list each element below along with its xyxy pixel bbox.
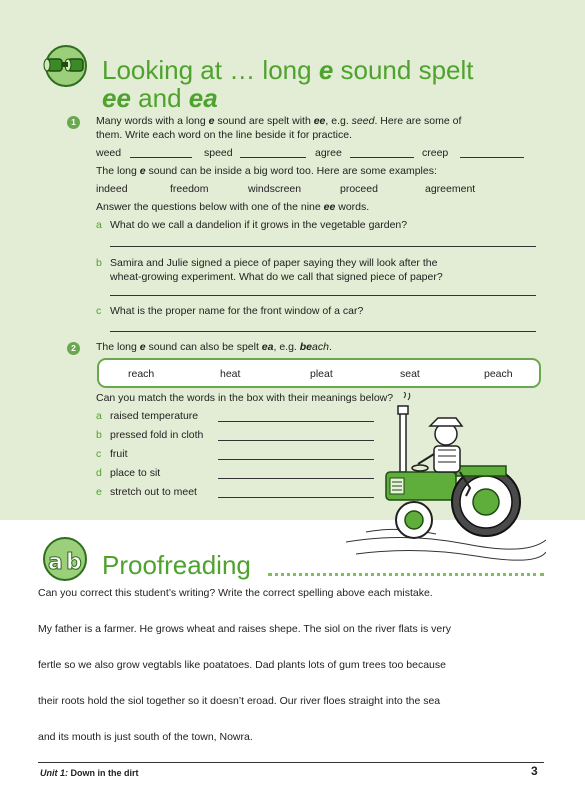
example-word-5: agreement	[425, 183, 476, 195]
page-number: 3	[531, 764, 538, 778]
title-dotted-rule	[268, 573, 544, 576]
q1-intro-line2: them. Write each word on the line beside it for practice.	[96, 129, 353, 141]
svg-text:a: a	[48, 550, 63, 575]
q2-item-text: fruit	[110, 448, 128, 460]
practice-answer-line-3[interactable]	[350, 157, 414, 158]
question-number-1: 1	[67, 116, 80, 129]
practice-answer-line-2[interactable]	[240, 157, 306, 158]
practice-word-3: agree	[315, 147, 342, 159]
practice-word-1: weed	[96, 147, 122, 159]
farmer-tractor-illustration	[346, 392, 546, 567]
section-title-line1: Looking at … long e sound spelt	[102, 55, 474, 85]
example-word-2: freedom	[170, 183, 209, 195]
q2-item-letter: a	[96, 410, 102, 422]
proof-text-line: and its mouth is just south of the town, Nowra.	[38, 731, 253, 743]
q1b-letter: b	[96, 257, 102, 269]
q2-item-text: raised temperature	[110, 410, 199, 422]
q1b-text-line1: Samira and Julie signed a piece of paper saying they will look after the	[110, 257, 438, 269]
proof-text-line: My father is a farmer. He grows wheat and raises shepe. The siol on the river flats is very	[38, 623, 451, 635]
footer-rule	[38, 762, 544, 763]
q1-answer-instruction: Answer the questions below with one of the nine ee words.	[96, 201, 370, 213]
question-number-2: 2	[67, 342, 80, 355]
q1c-text: What is the proper name for the front window of a car?	[110, 305, 364, 317]
box-word-4: seat	[400, 368, 420, 380]
example-word-1: indeed	[96, 183, 128, 195]
proof-text-line: fertle so we also grow vegtabls like poatatoes. Dad plants lots of gum trees too because	[38, 659, 446, 671]
q2-item-letter: c	[96, 448, 102, 460]
q1c-letter: c	[96, 305, 102, 317]
binoculars-icon	[38, 44, 94, 93]
footer-unit: Unit 1: Down in the dirt	[40, 768, 139, 778]
section-title-line2: ee and ea	[102, 83, 218, 113]
q2-item-text: stretch out to meet	[110, 486, 197, 498]
ab-letters-icon	[36, 536, 94, 587]
q2-item-text: pressed fold in cloth	[110, 429, 204, 441]
box-word-2: heat	[220, 368, 241, 380]
practice-answer-line-4[interactable]	[460, 157, 524, 158]
q2-item-letter: e	[96, 486, 102, 498]
q2-intro: The long e sound can also be spelt ea, e.g. beach.	[96, 341, 332, 353]
q1a-letter: a	[96, 219, 102, 231]
q1b-answer-line[interactable]	[110, 295, 536, 296]
box-word-5: peach	[484, 368, 513, 380]
practice-word-4: creep	[422, 147, 449, 159]
q1-intro-line1: Many words with a long e sound are spelt with ee, e.g. seed. Here are some of	[96, 115, 462, 127]
q2-item-letter: d	[96, 467, 102, 479]
box-word-1: reach	[128, 368, 155, 380]
q2-match-prompt: Can you match the words in the box with their meanings below?	[96, 392, 394, 404]
q2-item-text: place to sit	[110, 467, 161, 479]
q1a-answer-line[interactable]	[110, 246, 536, 247]
practice-answer-line-1[interactable]	[130, 157, 192, 158]
proofreading-title: Proofreading	[102, 550, 251, 580]
svg-text:b: b	[66, 550, 82, 575]
practice-word-2: speed	[204, 147, 233, 159]
proof-instructions: Can you correct this student’s writing? Write the correct spelling above each mistake.	[38, 587, 433, 599]
q1b-text-line2: wheat-growing experiment. What do we call that signed piece of paper?	[110, 271, 443, 283]
q2-item-letter: b	[96, 429, 102, 441]
q1-inside-text: The long e sound can be inside a big word too. Here are some examples:	[96, 165, 437, 177]
example-word-3: windscreen	[248, 183, 302, 195]
proof-text-line: their roots hold the siol together so it doesn’t eroad. Our river floes straight into the sea	[38, 695, 441, 707]
box-word-3: pleat	[310, 368, 333, 380]
example-word-4: proceed	[340, 183, 378, 195]
q1a-text: What do we call a dandelion if it grows in the vegetable garden?	[110, 219, 408, 231]
q1c-answer-line[interactable]	[110, 331, 536, 332]
